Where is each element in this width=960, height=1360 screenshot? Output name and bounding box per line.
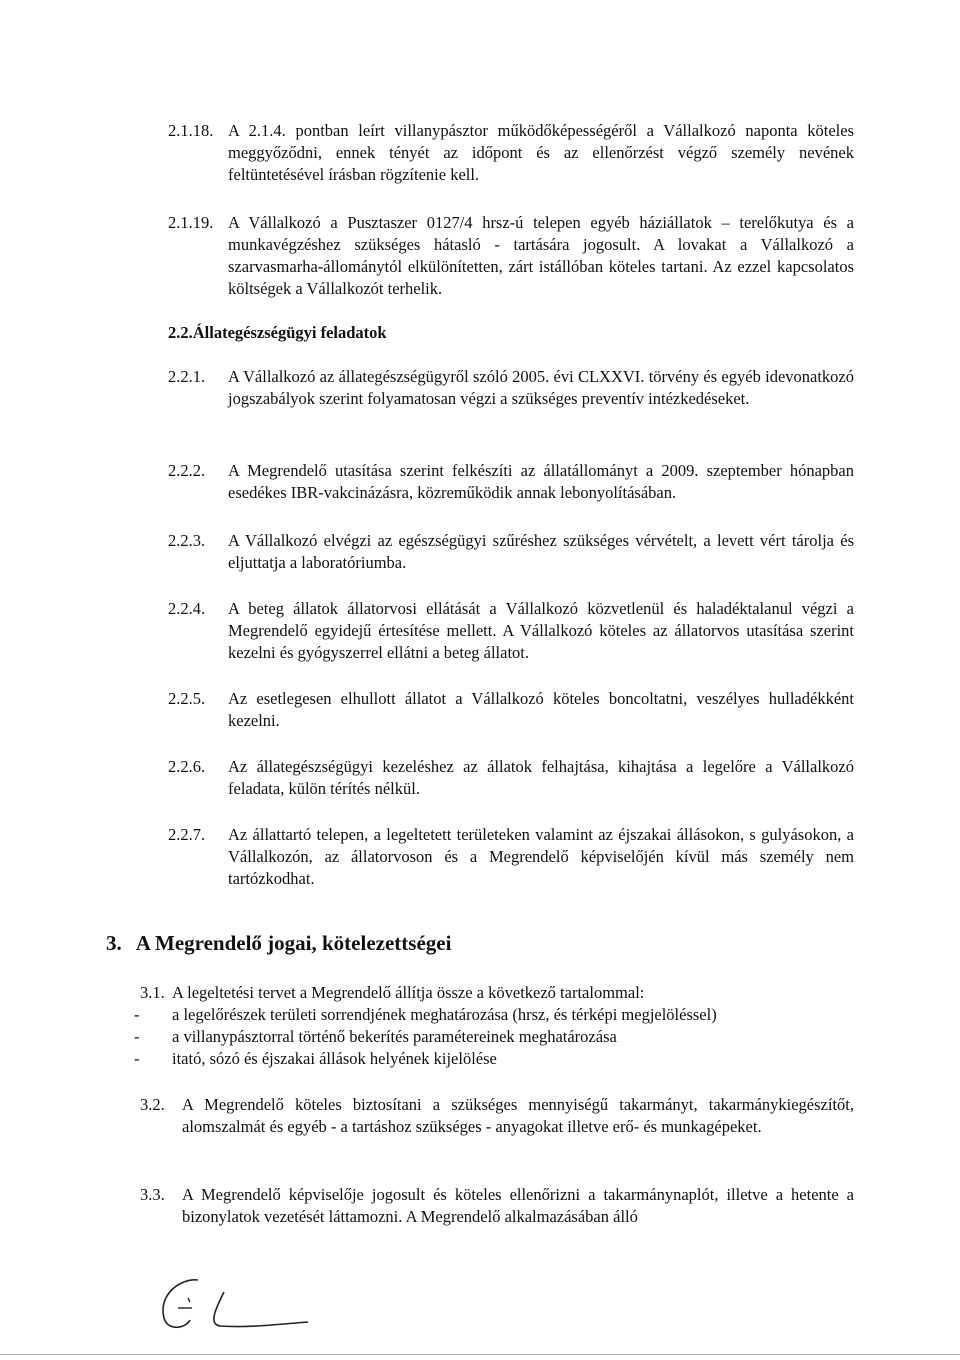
paragraph-2-2-7 <box>168 824 854 890</box>
paragraph-text: Az állattartó telepen, a legeltetett területeken valamint az éjszakai állásokon, s gulyásokon, a Vállalkozón, az állatorvoson és a Megrendelő képviselőjén kívül más személy nem tartózkodhat. <box>228 825 854 888</box>
paragraph-2-2-2 <box>168 460 854 504</box>
list-item: - a villanypásztorral történő bekerítés paramétereinek meghatározása <box>134 1027 617 1046</box>
paragraph-number: 2.2.2. <box>168 461 206 480</box>
paragraph-number: 2.2.7. <box>168 825 206 844</box>
paragraph-number: 2.2.5. <box>168 689 206 708</box>
paragraph-number: 2.2.4. <box>168 599 206 618</box>
paragraph-text: A Megrendelő utasítása szerint felkészíti az állatállományt a 2009. szeptember hónapban esedékes IBR-vakcinázásra, közreműködik annak lebonyolításában. <box>228 461 854 502</box>
paragraph-text: A 2.1.4. pontban leírt villanypásztor működőképességéről a Vállalkozó naponta köteles meggyőződni, ennek tényét az időpont és az ellenőrzést végző személy nevének feltüntetésével írásban rögzítenie kell. <box>228 121 854 184</box>
paragraph-number: 3.3. <box>140 1185 165 1204</box>
paragraph-2-2-3 <box>168 530 854 574</box>
paragraph-2-2-5 <box>168 688 854 732</box>
paragraph-number: 2.1.18. <box>168 121 214 140</box>
paragraph-number: 2.2.3. <box>168 531 206 550</box>
section-title: A Megrendelő jogai, kötelezettségei <box>135 931 452 955</box>
section-2-2-heading: 2.2.Állategészségügyi feladatok <box>168 323 387 342</box>
paragraph-text: Az állategészségügyi kezeléshez az állatok felhajtása, kihajtása a legelőre a Vállalkozó feladata, külön térítés nélkül. <box>228 757 854 798</box>
paragraph-text: A legeltetési tervet a Megrendelő állítja össze a következő tartalommal: <box>172 983 645 1002</box>
paragraph-3-2 <box>140 1094 854 1138</box>
paragraph-text: A beteg állatok állatorvosi ellátását a Vállalkozó közvetlenül és haladéktalanul végzi a Megrendelő egyidejű értesítése mellett. A Vállalkozó köteles az állatorvos utasítása szerint kezelni és gyógyszerrel ellátni a beteg állatot. <box>228 599 854 662</box>
bullet-list <box>134 1004 854 1070</box>
paragraph-2-2-4 <box>168 598 854 664</box>
paragraph-3-1 <box>134 982 854 1070</box>
signature-mark <box>150 1270 310 1340</box>
paragraph-text: A Vállalkozó az állategészségügyről szóló 2005. évi CLXXVI. törvény és egyéb idevonatkozó jogszabályok szerint folyamatosan végzi a szükséges preventív intézkedéseket. <box>228 367 854 408</box>
list-item: - a legelőrészek területi sorrendjének meghatározása (hrsz, és térképi megjelöléssel) <box>134 1005 717 1024</box>
paragraph-number: 3.1. <box>140 983 165 1002</box>
paragraph-2-2-1 <box>168 366 854 410</box>
paragraph-3-3 <box>140 1184 854 1228</box>
paragraph-number: 3.2. <box>140 1095 165 1114</box>
paragraph-number: 2.2.6. <box>168 757 206 776</box>
paragraph-2-1-19 <box>168 212 854 300</box>
paragraph-text: A Megrendelő képviselője jogosult és köteles ellenőrizni a takarmánynaplót, illetve a hetente a bizonylatok vezetését láttamozni. A Megrendelő alkalmazásában álló <box>182 1185 854 1226</box>
paragraph-2-2-6 <box>168 756 854 800</box>
section-3-heading <box>106 932 451 954</box>
paragraph-text: A Megrendelő köteles biztosítani a szükséges mennyiségű takarmányt, takarmánykiegészítőt, alomszalmát és egyéb - a tartáshoz szükséges - anyagokat illetve erő- és munkagépeket. <box>182 1095 854 1136</box>
paragraph-text: Az esetlegesen elhullott állatot a Vállalkozó köteles boncoltatni, veszélyes hulladékként kezelni. <box>228 689 854 730</box>
paragraph-text: A Vállalkozó elvégzi az egészségügyi szűréshez szükséges vérvételt, a levett vért tárolja és eljuttatja a laboratóriumba. <box>228 531 854 572</box>
paragraph-2-1-18 <box>168 120 854 186</box>
paragraph-text: A Vállalkozó a Pusztaszer 0127/4 hrsz-ú telepen egyéb háziállatok – terelőkutya és a munkavégzéshez szükséges hátasló - tartására jogosult. A lovakat a Vállalkozó a szarvasmarha-állománytól elkülönítetten, zárt istállóban köteles tartani. Az ezzel kapcsolatos költségek a Vállalkozót terhelik. <box>228 213 854 298</box>
section-number: 3. <box>106 931 122 955</box>
paragraph-number: 2.2.1. <box>168 367 206 386</box>
paragraph-number: 2.1.19. <box>168 213 214 232</box>
page-edge-line <box>0 1354 960 1355</box>
list-item: - itató, sózó és éjszakai állások helyének kijelölése <box>134 1049 497 1068</box>
